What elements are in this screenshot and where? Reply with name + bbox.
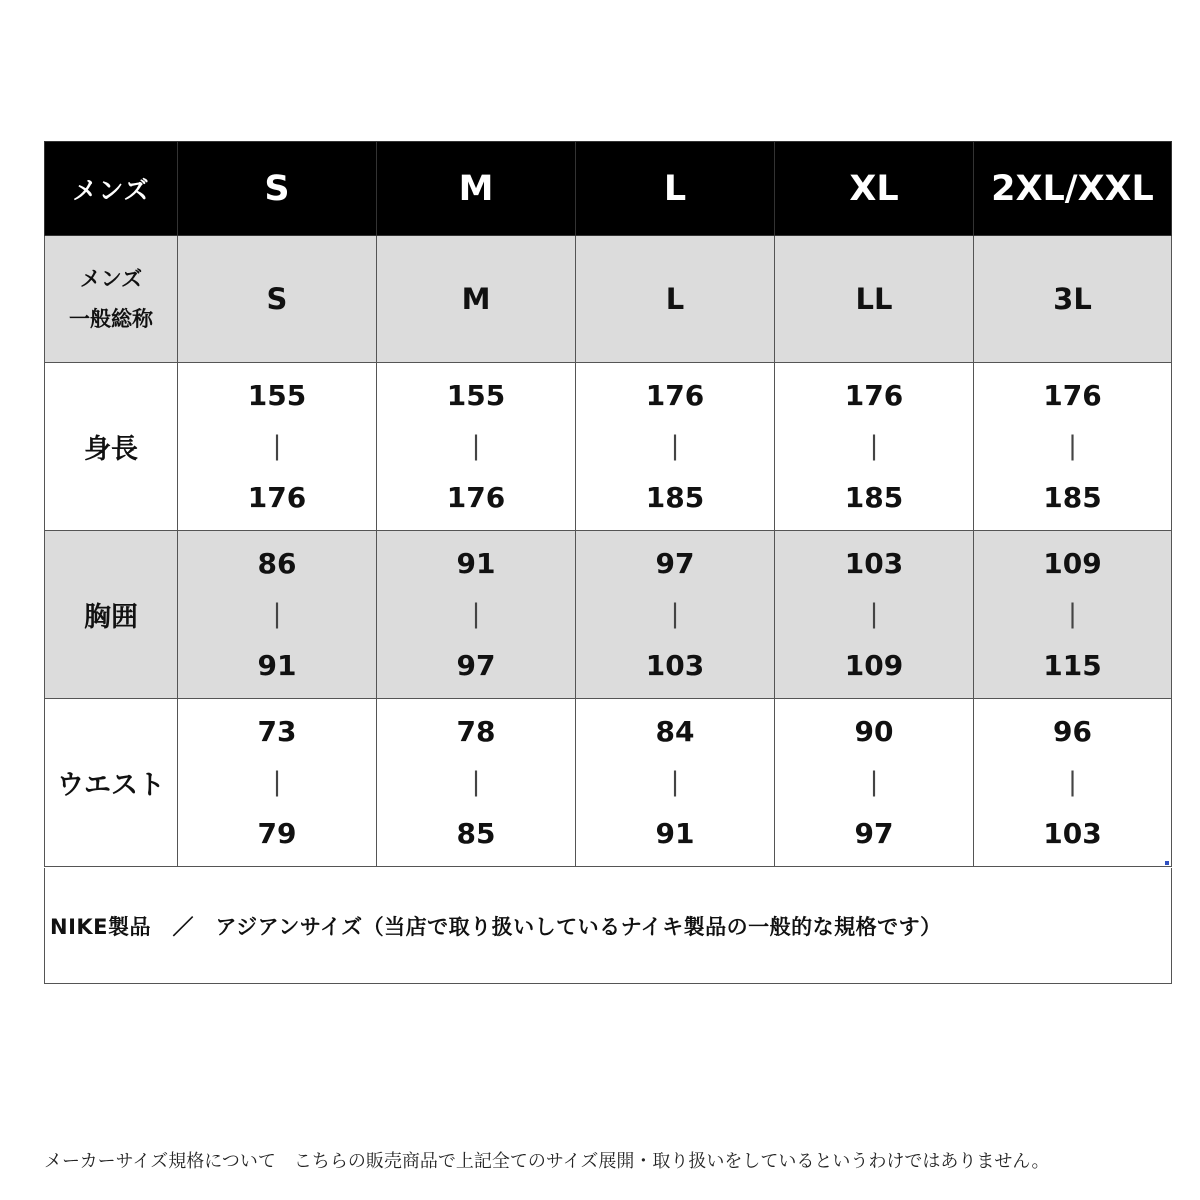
waist-cell-m: [377, 699, 576, 867]
range-min: 155: [247, 379, 307, 412]
range-max: 97: [854, 817, 894, 850]
asian-size-note-box: [44, 868, 1172, 984]
general-size-row: [45, 236, 1172, 363]
range-separator: |: [869, 767, 879, 797]
header-size-s: S: [178, 142, 377, 236]
general-size-label: [45, 236, 178, 363]
range-min: 155: [446, 379, 506, 412]
height-cell-s: [178, 363, 377, 531]
general-size-l: L: [576, 236, 775, 363]
waist-cell-l: [576, 699, 775, 867]
range-min: 91: [456, 547, 496, 580]
range-min: 96: [1053, 715, 1092, 748]
general-size-s: S: [178, 236, 377, 363]
range-separator: |: [471, 767, 481, 797]
range-separator: |: [670, 767, 680, 797]
range-max: 109: [844, 649, 904, 682]
range-separator: |: [272, 431, 282, 461]
chest-cell-s: [178, 531, 377, 699]
range-separator: |: [1068, 767, 1077, 797]
waist-label: ウエスト: [45, 699, 178, 867]
range-min: 176: [844, 379, 904, 412]
range-separator: |: [670, 599, 680, 629]
range-max: 185: [645, 481, 705, 514]
range-max: 103: [1043, 817, 1102, 850]
range-max: 185: [844, 481, 904, 514]
range-separator: |: [670, 431, 680, 461]
cell-corner-marker: [1165, 861, 1169, 865]
chest-label: 胸囲: [45, 531, 178, 699]
range-min: 176: [1043, 379, 1102, 412]
waist-cell-2xl: [974, 699, 1172, 867]
range-min: 176: [645, 379, 705, 412]
range-max: 103: [645, 649, 705, 682]
range-min: 90: [854, 715, 894, 748]
chest-row: [45, 531, 1172, 699]
size-chart-table: [44, 141, 1172, 867]
height-cell-xl: [775, 363, 974, 531]
range-separator: |: [471, 599, 481, 629]
range-max: 91: [257, 649, 297, 682]
chest-cell-m: [377, 531, 576, 699]
range-max: 97: [456, 649, 496, 682]
range-max: 79: [257, 817, 297, 850]
height-cell-2xl: [974, 363, 1172, 531]
general-label-line1: メンズ: [79, 267, 143, 291]
header-size-l: L: [576, 142, 775, 236]
general-size-3l: 3L: [974, 236, 1172, 363]
header-size-2xl: 2XL/XXL: [974, 142, 1172, 236]
height-label: 身長: [45, 363, 178, 531]
range-max: 185: [1043, 481, 1102, 514]
range-max: 85: [456, 817, 496, 850]
range-min: 109: [1043, 547, 1102, 580]
range-separator: |: [1068, 599, 1077, 629]
range-separator: |: [272, 599, 282, 629]
range-max: 176: [247, 481, 307, 514]
chest-cell-xl: [775, 531, 974, 699]
header-size-xl: XL: [775, 142, 974, 236]
waist-cell-s: [178, 699, 377, 867]
waist-row: [45, 699, 1172, 867]
maker-size-disclaimer: メーカーサイズ規格について こちらの販売商品で上記全てのサイズ展開・取り扱いをしているというわけではありません。: [44, 1151, 1050, 1172]
range-max: 176: [446, 481, 506, 514]
header-size-m: M: [377, 142, 576, 236]
range-separator: |: [869, 599, 879, 629]
range-separator: |: [869, 431, 879, 461]
chest-cell-l: [576, 531, 775, 699]
range-separator: |: [272, 767, 282, 797]
header-row: [45, 142, 1172, 236]
general-size-m: M: [377, 236, 576, 363]
waist-cell-xl: [775, 699, 974, 867]
range-max: 115: [1043, 649, 1102, 682]
range-separator: |: [1068, 431, 1077, 461]
range-max: 91: [655, 817, 695, 850]
chest-cell-2xl: [974, 531, 1172, 699]
height-cell-l: [576, 363, 775, 531]
range-min: 73: [257, 715, 297, 748]
range-min: 97: [655, 547, 695, 580]
range-min: 103: [844, 547, 904, 580]
header-label-mens: メンズ: [45, 142, 178, 236]
range-min: 78: [456, 715, 496, 748]
asian-size-note: NIKE製品 ／ アジアンサイズ（当店で取り扱いしているナイキ製品の一般的な規格です）: [50, 914, 942, 939]
height-cell-m: [377, 363, 576, 531]
range-separator: |: [471, 431, 481, 461]
range-min: 84: [655, 715, 695, 748]
general-size-ll: LL: [775, 236, 974, 363]
height-row: [45, 363, 1172, 531]
general-label-line2: 一般総称: [69, 307, 153, 331]
range-min: 86: [257, 547, 297, 580]
